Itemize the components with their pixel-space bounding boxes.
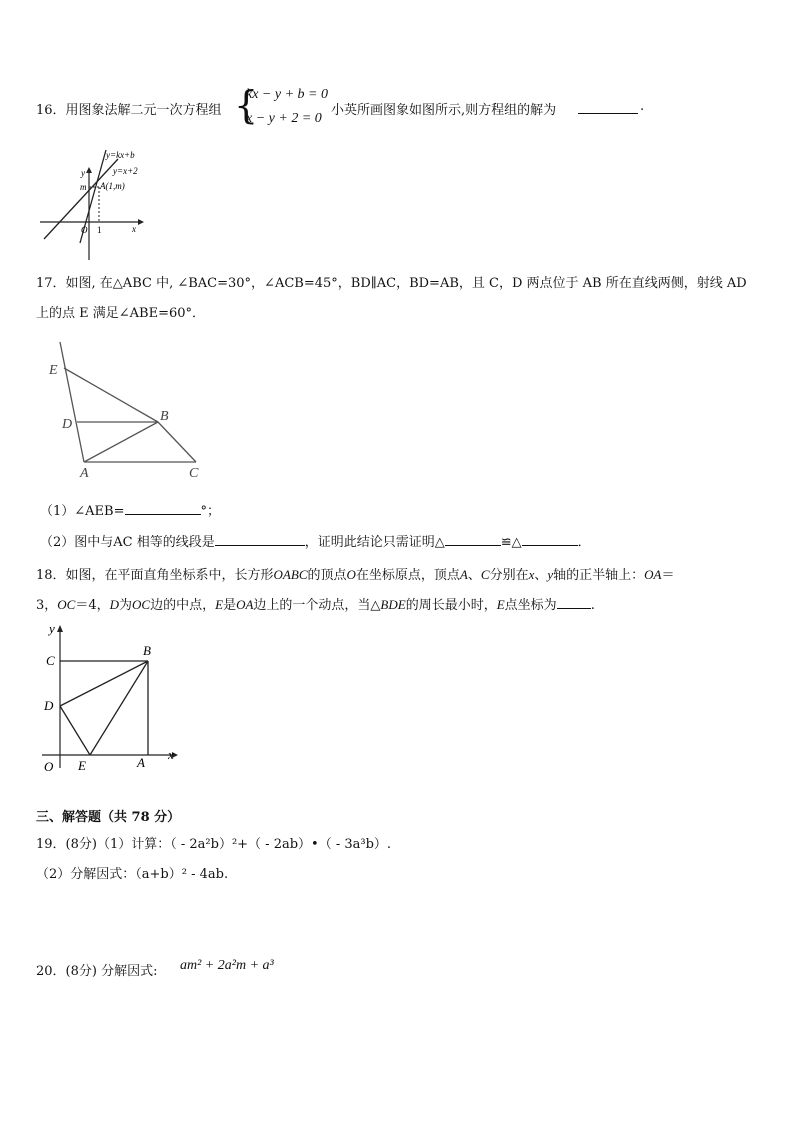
q17-label-E: E <box>49 363 58 378</box>
q18-line1 <box>36 564 675 583</box>
q18-text: 边上的一个动点，当△ <box>253 598 381 613</box>
q16-label-O: O <box>81 225 88 235</box>
y-arrow-icon <box>86 167 92 173</box>
q18-text: 、 <box>534 568 548 583</box>
q16-prefix: 16．用图象法解二元一次方程组 <box>36 103 222 118</box>
q17-part2-blank1 <box>215 533 305 546</box>
q17-part2-prefix: （2）图中与AC 相等的线段是 <box>40 535 215 550</box>
q18-label-y: y <box>49 621 55 636</box>
q18-var-OA: OA <box>644 567 662 582</box>
q18-text: 18．如图，在平面直角坐标系中，长方形 <box>36 568 274 583</box>
q17-label-C: C <box>189 466 199 481</box>
q18-var-OABC: OABC <box>273 567 308 582</box>
q18-var-C: C <box>480 567 490 582</box>
q16-label-x: x <box>132 224 136 234</box>
q18-line2 <box>36 594 595 613</box>
q17-label-A: A <box>80 466 89 481</box>
q18-label-x: x <box>168 747 174 762</box>
q19-part1: 19．(8分)（1）计算：（ - 2a²b）²+（ - 2ab）•（ - 3a³b）. <box>36 837 392 852</box>
q17-part2-mid: ，证明此结论只需证明△ <box>304 535 445 550</box>
q17-figure <box>44 336 214 484</box>
q16-label-A: A(1,m) <box>100 181 125 191</box>
q18-text: 为 <box>119 598 133 613</box>
q18-var-O: O <box>346 567 356 582</box>
q18-var-y: y <box>547 567 554 582</box>
q16-suffix: 小英所画图象如图所示,则方程组的解为 <box>331 103 557 118</box>
q18-label-A: A <box>137 755 145 770</box>
q18-var-x: x <box>528 567 535 582</box>
q17-part1 <box>40 500 220 519</box>
q18-text: 在坐标原点，顶点 <box>355 568 460 583</box>
q18-text: ＝4， <box>75 598 110 613</box>
q18-answer-blank <box>557 596 591 609</box>
q20-expression: am² + 2a²m + a³ <box>180 958 274 973</box>
q16-label-m: m <box>80 182 87 192</box>
section3-title: 三、解答题（共 78 分） <box>36 810 181 825</box>
q18-var-BDE: BDE <box>380 597 406 612</box>
x-arrow-icon <box>138 219 144 225</box>
q18-text: 3， <box>36 598 58 613</box>
q16-answer-blank <box>578 101 638 114</box>
q17-label-B: B <box>160 409 169 424</box>
q18-text: . <box>590 598 595 613</box>
q17-part2-end: ． <box>577 535 591 550</box>
q16-end: . <box>640 99 645 114</box>
q18-text: 、 <box>467 568 481 583</box>
system-brace: { <box>234 83 259 127</box>
q18-figure <box>38 620 188 776</box>
q16-label-kxb: y=kx+b <box>106 150 135 160</box>
q18-var-OC: OC <box>57 597 76 612</box>
y-arrow-icon <box>57 625 63 632</box>
q18-text: 边的中点， <box>150 598 216 613</box>
q18-text: 是 <box>223 598 237 613</box>
q18-text: 点坐标为 <box>504 598 557 613</box>
q18-text: ＝ <box>661 568 675 583</box>
q17-part1-blank <box>125 502 201 515</box>
q18-text: 的顶点 <box>307 568 347 583</box>
q17-segment-EB <box>64 368 158 422</box>
q17-label-D: D <box>62 417 73 432</box>
q17-ray-AD <box>60 342 84 462</box>
q16-eq2: x − y + 2 = 0 <box>246 111 322 126</box>
q17-segment-BC <box>158 422 196 462</box>
q18-label-C: C <box>46 653 55 668</box>
q16-graph <box>36 145 156 265</box>
q18-var-OC: OC <box>132 597 151 612</box>
q18-label-D: D <box>44 698 54 713</box>
q16-label-y: y <box>81 168 85 178</box>
q17-part2-cong: ≌△ <box>500 535 522 550</box>
q19-part2: （2）分解因式：（a+b）² - 4ab. <box>36 867 229 882</box>
q18-var-E: E <box>215 597 224 612</box>
q18-label-B: B <box>143 643 151 658</box>
q17-part2 <box>40 531 591 550</box>
q17-line1: 17．如图, 在△ABC 中, ∠BAC=30°，∠ACB=45°，BD∥AC，BD=AB，且 C，D 两点位于 AB 所在直线两侧，射线 AD <box>36 276 747 291</box>
q17-segment-AB <box>84 422 158 462</box>
q17-part1-suffix: °； <box>200 504 221 519</box>
q18-segment-DE <box>60 706 90 755</box>
q16-label-1: 1 <box>97 225 102 235</box>
q18-text: 轴的正半轴上： <box>553 568 645 583</box>
q18-var-OA: OA <box>236 597 254 612</box>
q16-label-x2: y=x+2 <box>113 166 138 176</box>
q18-label-E: E <box>78 758 86 773</box>
q18-var-A: A <box>459 567 468 582</box>
q18-var-D: D <box>109 597 120 612</box>
q18-text: 分别在 <box>489 568 529 583</box>
q18-var-E: E <box>496 597 505 612</box>
q17-part2-blank3 <box>522 533 578 546</box>
q18-text: 的周长最小时， <box>405 598 497 613</box>
q18-label-O: O <box>44 759 54 774</box>
q16-eq1: kx − y + b = 0 <box>246 87 328 102</box>
q17-part1-prefix: （1）∠AEB= <box>40 504 125 519</box>
q20-prefix: 20．(8分) 分解因式: <box>36 964 158 979</box>
q17-part2-blank2 <box>445 533 501 546</box>
q17-line2: 上的点 E 满足∠ABE=60°． <box>36 306 206 321</box>
